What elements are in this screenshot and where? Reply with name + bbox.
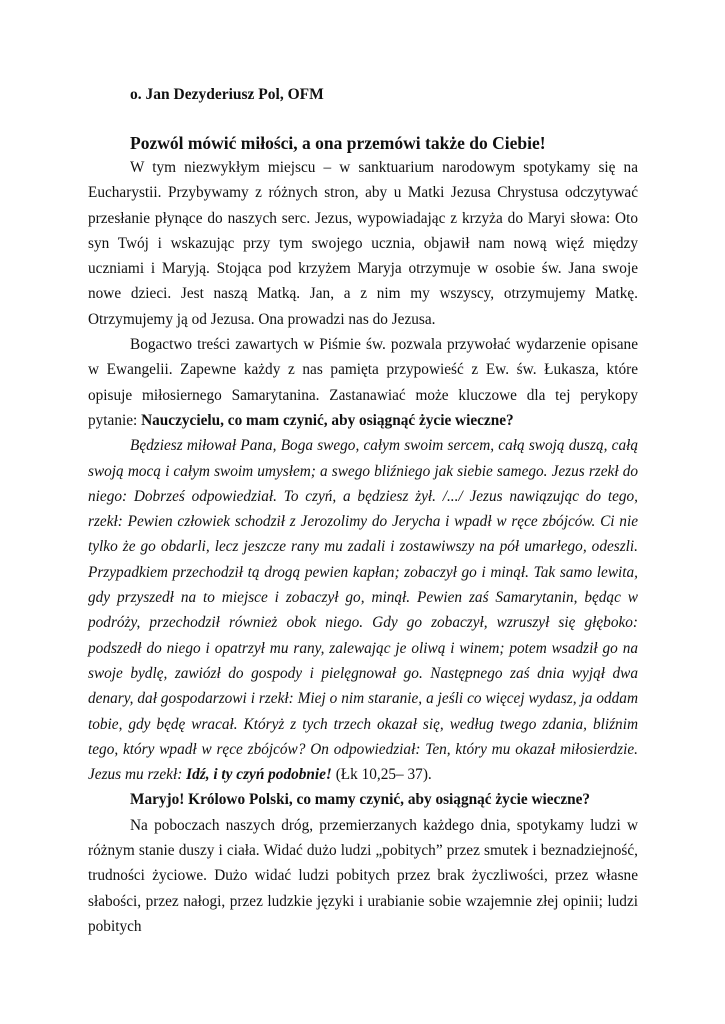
paragraph-heading-question: Maryjo! Królowo Polski, co mamy czynić, aby osiągnąć życie wieczne? (130, 791, 591, 809)
paragraph-intro: W tym niezwykłym miejscu – w sanktuarium narodowym spotykamy się na Eucharystii. Przybywamy z różnych stron, aby u Matki Jezusa Chrystusa odczytywać przesłanie płynące do naszych serc. Jezus, wypowiadając z krzyża do Maryi słowa: Oto syn Twój i wskazując przy tym swojego ucznia, objawił nam nową więź między uczniami i Maryją. Stojąca pod krzyżem Maryja otrzymuje w osobie św. Jana swoje nowe dzieci. Jest naszą Matką. Jan, a z nim my wszyscy, otrzymujemy Matkę. Otrzymujemy ją od Jezusa. Ona prowadzi nas do Jezusa. (88, 159, 638, 328)
scripture-quote-text: Będziesz miłował Pana, Boga swego, całym swoim sercem, całą swoją duszą, całą swoją mocą i całym swoim umysłem; a swego bliźniego jak siebie samego. Jezus rzekł do niego: Dobrześ odpowiedział. To czyń, a będziesz żył. /.../ Jezus nawiązując do tego, rzekł: Pewien człowiek schodził z Jerozolimy do Jerycha i wpadł w ręce zbójców. Ci nie tylko że go obdarli, lecz jeszcze rany mu zadali i zostawiwszy na pół umarłego, odeszli. Przypadkiem przechodził tą drogą pewien kapłan; zobaczył go i minął. Tak samo lewita, gdy przyszedł na to miejsce i zobaczył go, minął. Pewien zaś Samarytanin, będąc w podróży, przechodził również obok niego. Gdy go zobaczył, wzruszył się głęboko: podszedł do niego i opatrzył mu rany, zalewając je oliwą i winem; potem wsadził go na swoje bydlę, zawiózł do gospody i pielęgnował go. Następnego zaś dnia wyjął dwa denary, dał gospodarzowi i rzekł: Miej o nim staranie, a jeśli co więcej wydasz, ja oddam tobie, gdy będę wracał. Któryż z tych trzech okazał się, według twego zdania, bliźnim tego, który wpadł w ręce zbójców? On odpowiedział: Ten, który mu okazał miłosierdzie. Jezus mu rzekł: (88, 437, 638, 784)
scripture-quote-emphasis: Idź, i ty czyń podobnie! (186, 766, 332, 784)
paragraph-roadside: Na poboczach naszych dróg, przemierzanych każdego dnia, spotykamy ludzi w różnym stanie duszy i ciała. Widać dużo ludzi „pobitych” przez smutek i beznadziejność, trudności życiowe. Dużo widać ludzi pobitych przez brak życzliwości, przez własne słabości, przez nałogi, przez ludzkie języki i urabianie sobie wzajemnie złej opinii; ludzi pobitych (88, 816, 638, 935)
key-question: Nauczycielu, co mam czynić, aby osiągnąć życie wieczne? (141, 411, 514, 429)
paragraph-scripture-quote (88, 433, 638, 787)
paragraph-parable-intro-text: Bogactwo treści zawartych w Piśmie św. pozwala przywołać wydarzenie opisane w Ewangelii. Zapewne każdy z nas pamięta przypowieść z Ew. św. Łukasza, które opisuje miłosiernego Samarytanina. Zastanawiać może kluczowe dla tej perykopy pytanie: (88, 336, 638, 429)
document-title: Pozwól mówić miłości, a ona przemówi także do Ciebie! (130, 133, 546, 153)
document-body (88, 155, 638, 939)
paragraph-parable-intro (88, 332, 638, 433)
author-line: o. Jan Dezyderiusz Pol, OFM (130, 86, 324, 103)
scripture-reference: (Łk 10,25– 37). (331, 766, 432, 784)
